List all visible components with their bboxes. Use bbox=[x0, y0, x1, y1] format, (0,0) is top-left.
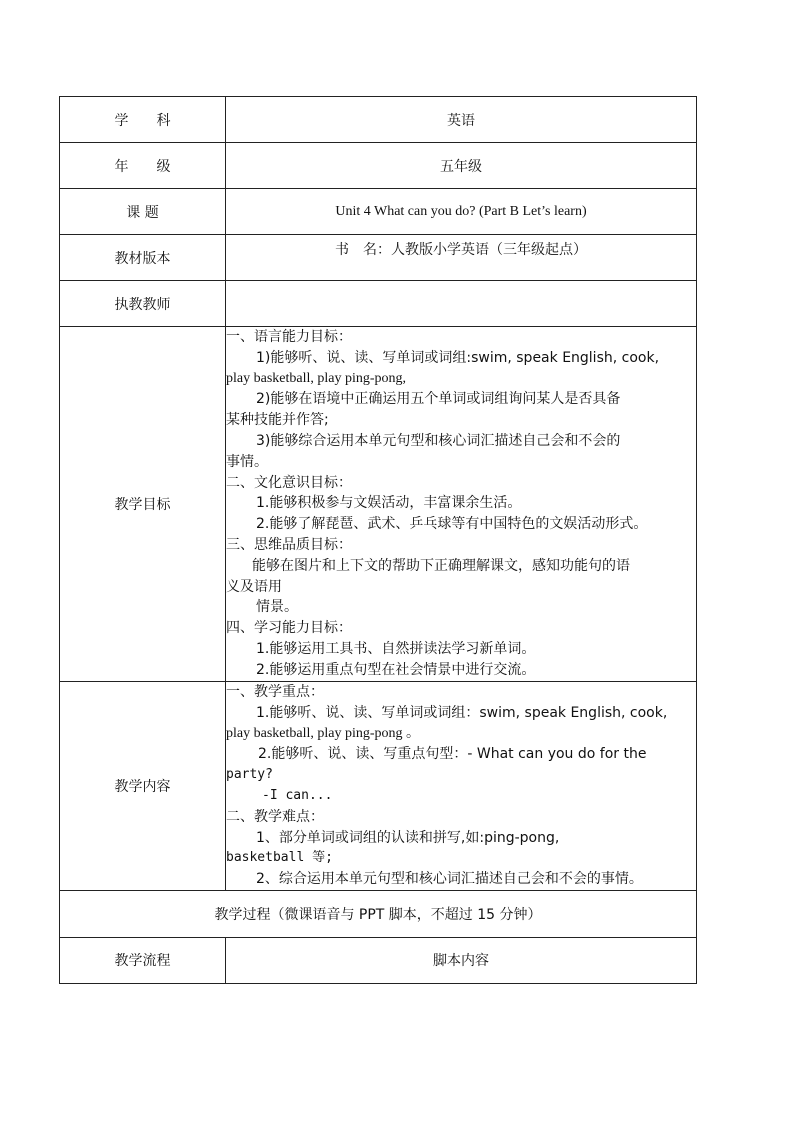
content-line: 2.能够听、说、读、写重点句型：- What can you do for the bbox=[258, 746, 647, 763]
teacher-value bbox=[226, 281, 697, 327]
content-line: -I can... bbox=[262, 787, 333, 803]
topic-value: Unit 4 What can you do? (Part B Let’s learn) bbox=[226, 189, 697, 235]
objective-line: 事情。 bbox=[226, 453, 268, 470]
row-topic bbox=[60, 189, 697, 235]
content-text bbox=[226, 682, 697, 891]
objective-line: 2)能够在语境中正确运用五个单词或词组询问某人是否具备 bbox=[256, 391, 621, 408]
objective-line: 1.能够积极参与文娱活动，丰富课余生活。 bbox=[256, 495, 522, 512]
objective-line: 三、思维品质目标： bbox=[226, 536, 352, 553]
content-line: 1.能够听、说、读、写单词或词组：swim, speak English, cook, bbox=[256, 704, 668, 721]
row-grade bbox=[60, 143, 697, 189]
objective-line: play basketball, play ping-pong, bbox=[226, 370, 407, 386]
row-subject bbox=[60, 97, 697, 143]
objective-line: 2.能够运用重点句型在社会情景中进行交流。 bbox=[256, 661, 536, 678]
objective-line: 能够在图片和上下文的帮助下正确理解课文，感知功能句的语 bbox=[252, 557, 630, 574]
row-edition bbox=[60, 235, 697, 281]
row-teacher bbox=[60, 281, 697, 327]
objective-line: 二、文化意识目标： bbox=[226, 474, 352, 491]
edition-label: 教材版本 bbox=[60, 235, 226, 281]
row-process bbox=[60, 890, 697, 937]
content-line: 2、综合运用本单元句型和核心词汇描述自己会和不会的事情。 bbox=[256, 871, 643, 888]
content-line: 1、部分单词或词组的认读和拼写,如:ping-pong, bbox=[256, 829, 560, 846]
objective-line: 3)能够综合运用本单元句型和核心词汇描述自己会和不会的 bbox=[256, 432, 621, 449]
subject-value: 英语 bbox=[226, 97, 697, 143]
objective-line: 2.能够了解琵琶、武术、乒乓球等有中国特色的文娱活动形式。 bbox=[256, 516, 648, 533]
edition-value: 书 名：人教版小学英语（三年级起点） bbox=[226, 235, 697, 281]
row-objectives bbox=[60, 327, 697, 682]
objective-line: 某种技能并作答; bbox=[226, 412, 329, 429]
objectives-label: 教学目标 bbox=[60, 327, 226, 682]
content-line: basketball 等; bbox=[226, 850, 333, 866]
flow-label: 教学流程 bbox=[60, 937, 226, 983]
objective-line: 四、学习能力目标： bbox=[226, 620, 352, 637]
content-label: 教学内容 bbox=[60, 682, 226, 891]
objective-line: 1.能够运用工具书、自然拼读法学习新单词。 bbox=[256, 640, 536, 657]
objective-line: 义及语用 bbox=[226, 578, 282, 595]
teacher-label: 执教教师 bbox=[60, 281, 226, 327]
objective-line: 情景。 bbox=[256, 599, 298, 616]
objectives-text bbox=[226, 327, 697, 682]
objective-line: 一、语言能力目标： bbox=[226, 329, 352, 345]
content-line: 一、教学重点： bbox=[226, 684, 324, 700]
content-line: party? bbox=[226, 767, 273, 783]
subject-label: 学 科 bbox=[60, 97, 226, 143]
row-flow bbox=[60, 937, 697, 983]
content-line: 二、教学难点： bbox=[226, 808, 324, 825]
row-content bbox=[60, 682, 697, 891]
process-heading: 教学过程（微课语音与 PPT 脚本，不超过 15 分钟） bbox=[60, 890, 697, 937]
objective-line: 1)能够听、说、读、写单词或词组:swim, speak English, cook, bbox=[256, 349, 660, 366]
flow-value: 脚本内容 bbox=[226, 937, 697, 983]
grade-label: 年 级 bbox=[60, 143, 226, 189]
lesson-plan-table bbox=[59, 96, 697, 984]
content-line: play basketball, play ping-pong 。 bbox=[226, 725, 421, 741]
topic-label: 课 题 bbox=[60, 189, 226, 235]
grade-value: 五年级 bbox=[226, 143, 697, 189]
